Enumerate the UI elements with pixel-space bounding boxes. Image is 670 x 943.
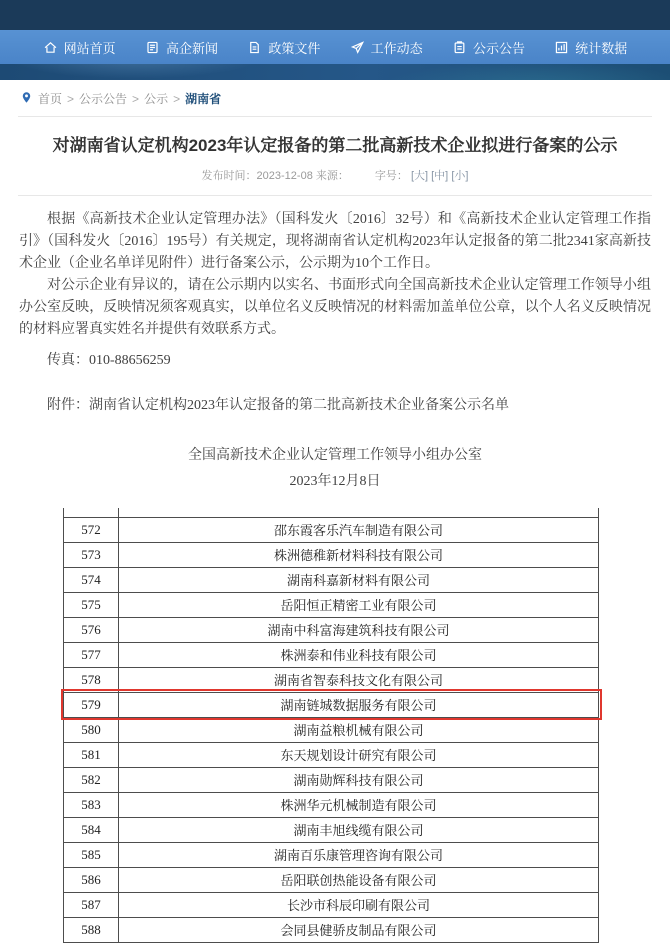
table-row [64, 542, 599, 567]
font-size-large-button[interactable]: [大] [410, 170, 429, 182]
divider [18, 195, 652, 196]
nav-item-label: 工作动态 [370, 40, 423, 56]
row-number: 582 [64, 767, 119, 792]
font-size-medium-button[interactable]: [中] [431, 170, 449, 182]
divider [18, 116, 652, 117]
table-row [64, 617, 599, 642]
paragraph: 对公示企业有异议的，请在公示期内以实名、书面形式向全国高新技术企业认定管理工作领导小组办公室反映，反映情况须客观真实，以单位名义反映情况的材料需加盖单位公章，以个人名义反映情况的材料应署真实姓名并提供有效联系方式。 [19, 278, 651, 337]
clipboard-icon [452, 40, 467, 55]
nav-item-公示公告[interactable] [452, 30, 525, 64]
policy-doc-icon [247, 40, 262, 55]
company-name: 湖南勋辉科技有限公司 [119, 767, 599, 792]
row-number: 580 [64, 717, 119, 742]
company-name: 湖南百乐康管理咨询有限公司 [119, 842, 599, 867]
nav-item-政策文件[interactable] [247, 30, 320, 64]
nav-item-label: 统计数据 [575, 40, 628, 56]
nav-item-高企新闻[interactable] [145, 30, 218, 64]
table-row [64, 742, 599, 767]
font-size-small-button[interactable]: [小] [451, 170, 469, 182]
nav-item-label: 网站首页 [63, 40, 116, 56]
site-banner [0, 0, 670, 80]
table-row-highlighted [64, 692, 599, 717]
font-size-label: 字号： [374, 170, 408, 182]
row-number: 588 [64, 917, 119, 942]
row-number: 584 [64, 817, 119, 842]
attachment-line: 附件：湖南省认定机构2023年认定报备的第二批高新技术企业备案公示名单 [47, 398, 509, 413]
table-row [64, 792, 599, 817]
table-row-partial [64, 508, 599, 517]
row-number: 578 [64, 667, 119, 692]
company-name: 会同县健骄皮制品有限公司 [119, 917, 599, 942]
breadcrumb-separator: > [67, 91, 75, 106]
breadcrumb-separator: > [132, 91, 140, 106]
breadcrumb-item-公示[interactable]: 公示 [144, 92, 169, 106]
company-name: 株洲泰和伟业科技有限公司 [119, 642, 599, 667]
breadcrumb-separator: > [173, 91, 181, 106]
row-number: 581 [64, 742, 119, 767]
breadcrumb-item-公示公告[interactable]: 公示公告 [79, 92, 128, 106]
company-name: 湖南中科富海建筑科技有限公司 [119, 617, 599, 642]
table-row [64, 917, 599, 942]
company-name: 岳阳联创热能设备有限公司 [119, 867, 599, 892]
article-meta [0, 167, 670, 183]
row-number: 586 [64, 867, 119, 892]
send-plane-icon [350, 40, 365, 55]
company-name: 长沙市科辰印刷有限公司 [119, 892, 599, 917]
row-number: 575 [64, 592, 119, 617]
company-name: 湖南益粮机械有限公司 [119, 717, 599, 742]
table-row [64, 592, 599, 617]
breadcrumb [0, 80, 670, 116]
row-number: 579 [64, 692, 119, 717]
table-row [64, 817, 599, 842]
company-name: 株洲华元机械制造有限公司 [119, 792, 599, 817]
page-title: 对湖南省认定机构2023年认定报备的第二批高新技术企业拟进行备案的公示 [52, 136, 618, 155]
company-table [63, 508, 599, 943]
signoff-org: 全国高新技术企业认定管理工作领导小组办公室 [188, 448, 482, 463]
signoff-date: 2023年12月8日 [289, 474, 381, 489]
news-doc-icon [145, 40, 160, 55]
row-number: 572 [64, 517, 119, 542]
fax-line: 传真：010-88656259 [47, 353, 171, 368]
company-name: 湖南省智泰科技文化有限公司 [119, 667, 599, 692]
paragraph: 根据《高新技术企业认定管理办法》（国科发火〔2016〕32号）和《高新技术企业认定管理工作指引》（国科发火〔2016〕195号）有关规定，现将湖南省认定机构2023年认定报备的第二批2341家高新技术企业（企业名单详见附件）进行备案公示，公示期为10个工作日。 [19, 212, 651, 271]
location-pin-icon [20, 91, 33, 107]
home-icon [43, 40, 58, 55]
row-number: 577 [64, 642, 119, 667]
row-number: 583 [64, 792, 119, 817]
banner-art-bottom [0, 64, 670, 80]
company-name: 邵东霞客乐汽车制造有限公司 [119, 517, 599, 542]
table-row [64, 567, 599, 592]
company-name: 湖南科嘉新材料有限公司 [119, 567, 599, 592]
banner-art-top [0, 0, 670, 30]
nav-item-工作动态[interactable] [350, 30, 423, 64]
main-nav [0, 30, 670, 64]
row-number: 585 [64, 842, 119, 867]
table-row [64, 517, 599, 542]
nav-item-label: 高企新闻 [165, 40, 218, 56]
company-name: 岳阳恒正精密工业有限公司 [119, 592, 599, 617]
nav-item-label: 政策文件 [268, 40, 321, 56]
table-row [64, 767, 599, 792]
breadcrumb-item-首页[interactable]: 首页 [38, 92, 63, 106]
table-row [64, 667, 599, 692]
row-number: 574 [64, 567, 119, 592]
company-name: 株洲德稚新材料科技有限公司 [119, 542, 599, 567]
company-name: 东天规划设计研究有限公司 [119, 742, 599, 767]
breadcrumb-item-湖南省[interactable]: 湖南省 [185, 92, 222, 106]
nav-item-统计数据[interactable] [554, 30, 627, 64]
table-row [64, 717, 599, 742]
row-number: 576 [64, 617, 119, 642]
company-name: 湖南链城数据服务有限公司 [119, 692, 599, 717]
table-row [64, 867, 599, 892]
row-number: 573 [64, 542, 119, 567]
publish-info: 发布时间：2023-12-08 来源： [201, 170, 349, 182]
article [0, 134, 670, 943]
company-name: 湖南丰旭线缆有限公司 [119, 817, 599, 842]
row-number: 587 [64, 892, 119, 917]
company-table-wrapper [63, 508, 599, 943]
table-row [64, 642, 599, 667]
bar-chart-icon [554, 40, 569, 55]
table-row [64, 892, 599, 917]
nav-item-网站首页[interactable] [43, 30, 116, 64]
nav-item-label: 公示公告 [472, 40, 525, 56]
table-row [64, 842, 599, 867]
